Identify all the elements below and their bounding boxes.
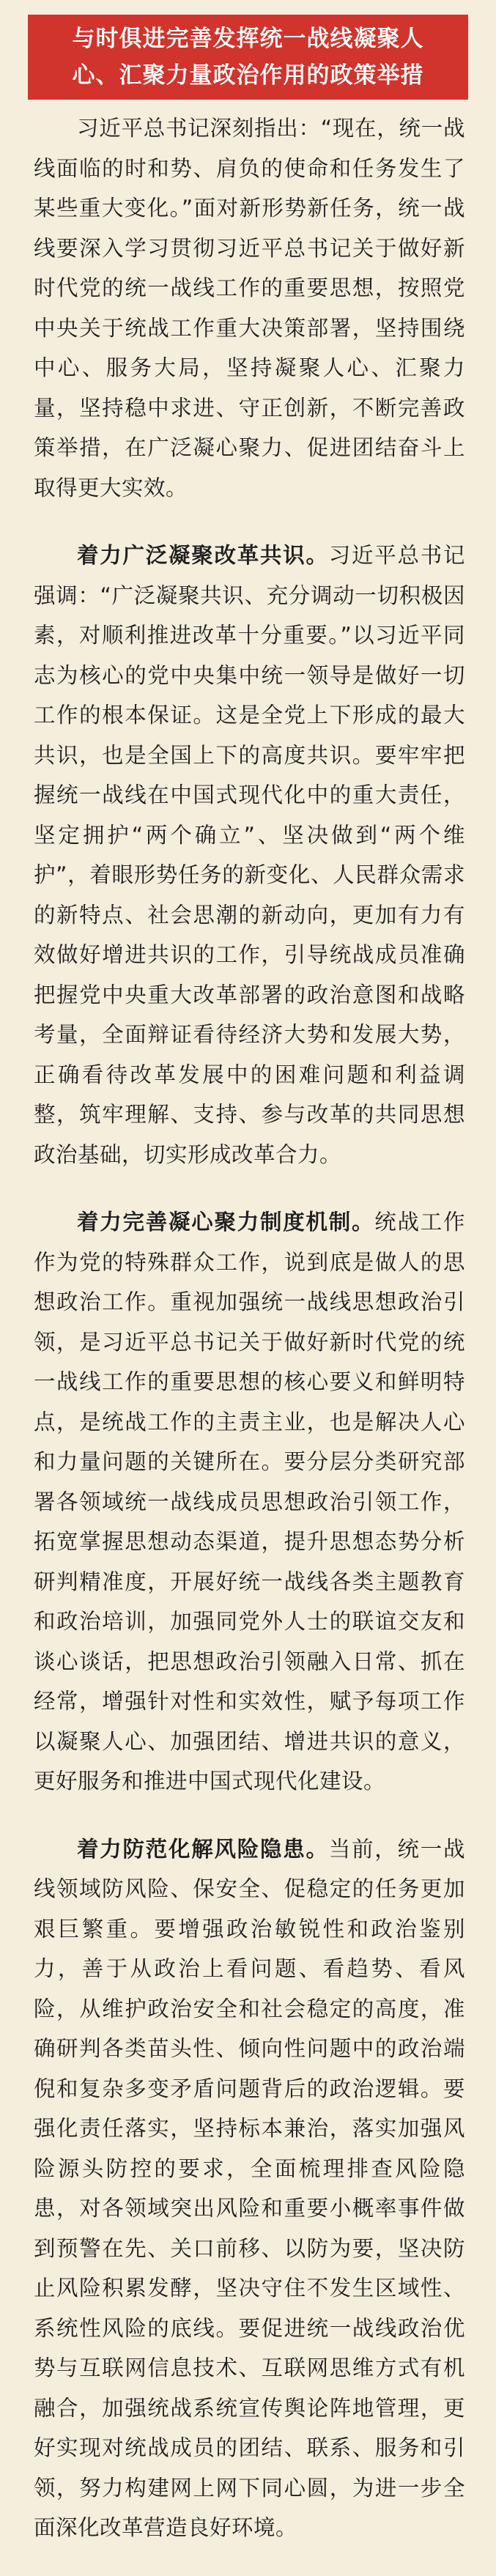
paragraph-text: 习近平总书记强调：“广泛凝聚共识、充分调动一切积极因素，对顺利推进改革十分重要。”以习近平同志为核心的党中央集中统一领导是做好一切工作的根本保证。这是全党上下形成的最大共识，也是全国上下的高度共识。要牢牢把握统一战线在中国式现代化中的重大责任，坚定拥护“两个确立”、坚决做到“两个维护”，着眼形势任务的新变化、人民群众需求的新特点、社会思潮的新动向，更加有力有效做好增进共识的工作，引导统战成员准确把握党中央重大改革部署的政治意图和战略考量，全面辩证看待经济大势和发展大势，正确看待改革发展中的困难问题和利益调整，筑牢理解、支持、参与改革的共同思想政治基础，切实形成改革合力。 <box>34 543 465 1167</box>
paragraph-text: 习近平总书记深刻指出：“现在，统一战线面临的时和势、肩负的使命和任务发生了某些重大变化。”面对新形势新任务，统一战线要深入学习贯彻习近平总书记关于做好新时代党的统一战线工作的重要思想，按照党中央关于统战工作重大决策部署，坚持围绕中心、服务大局，坚持凝聚人心、汇聚力量，坚持稳中求进、守正创新，不断完善政策举措，在广泛凝心聚力、促进团结奋斗上取得更大实效。 <box>34 116 465 500</box>
paragraph-institutional-mechanism <box>34 1202 465 1802</box>
title-banner <box>28 15 468 100</box>
paragraph-text: 统战工作作为党的特殊群众工作，说到底是做人的思想政治工作。重视加强统一战线思想政治引领，是习近平总书记关于做好新时代党的统一战线工作的重要思想的核心要义和鲜明特点，是统战工作的主责主业，也是解决人心和力量问题的关键所在。要分层分类研究部署各领域统一战线成员思想政治引领工作，拓宽掌握思想动态渠道，提升思想态势分析研判精准度，开展好统一战线各类主题教育和政治培训，加强同党外人士的联谊交友和谈心谈话，把思想政治引领融入日常、抓在经常，增强针对性和实效性，赋予每项工作以凝聚人心、加强团结、增进共识的意义，更好服务和推进中国式现代化建设。 <box>34 1210 465 1794</box>
paragraph-lead: 着力防范化解风险隐患。 <box>77 1836 329 1862</box>
article-title: 与时俱进完善发挥统一战线凝聚人心、汇聚力量政治作用的政策举措 <box>72 26 424 89</box>
article-body <box>34 108 465 2576</box>
paragraph-lead: 着力完善凝心聚力制度机制。 <box>77 1210 375 1235</box>
paragraph-risk-prevention <box>34 1829 465 2548</box>
paragraph-text: 当前，统一战线领域防风险、保安全、促稳定的任务更加艰巨繁重。要增强政治敏锐性和政治鉴别力，善于从政治上看问题、看趋势、看风险，从维护政治安全和社会稳定的高度，准确研判各类苗头性、倾向性问题中的政治端倪和复杂多变矛盾问题背后的政治逻辑。要强化责任落实，坚持标本兼治，落实加强风险源头防控的要求，全面梳理排查风险隐患，对各领域突出风险和重要小概率事件做到预警在先、关口前移、以防为要，坚决防止风险积累发酵，坚决守住不发生区域性、系统性风险的底线。要促进统一战线政治优势与互联网信息技术、互联网思维方式有机融合，加强统战系统宣传舆论阵地管理，更好实现对统战成员的团结、联系、服务和引领，努力构建网上网下同心圆，为进一步全面深化改革营造良好环境。 <box>34 1836 465 2540</box>
paragraph-lead: 着力广泛凝聚改革共识。 <box>77 543 329 568</box>
paragraph-intro <box>34 108 465 508</box>
paragraph-reform-consensus <box>34 536 465 1174</box>
